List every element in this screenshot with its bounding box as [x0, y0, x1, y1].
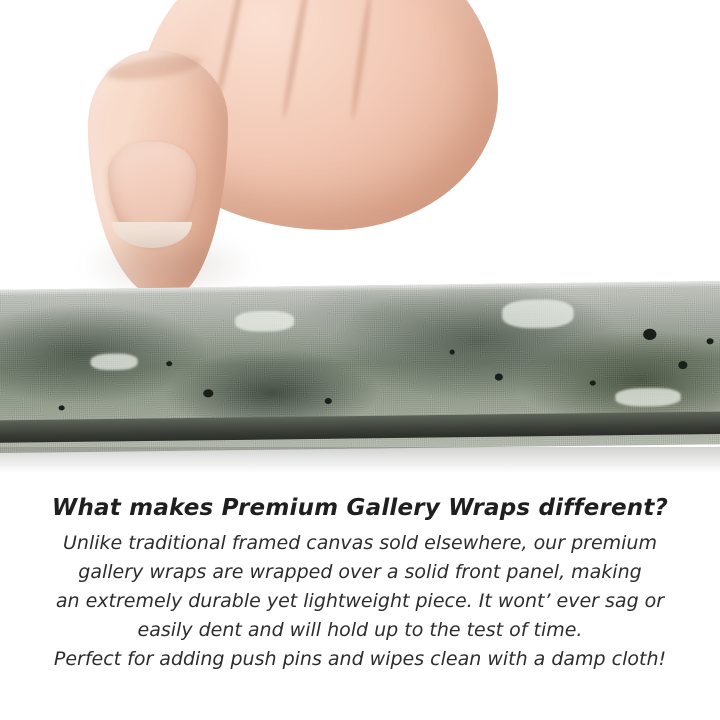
promo-body-line: Perfect for adding push pins and wipes clean with a damp cloth! [53, 648, 667, 670]
canvas-edge-strip [0, 281, 720, 453]
canvas-highlight [615, 388, 680, 407]
canvas-speck [706, 338, 713, 344]
canvas-speck [203, 389, 213, 397]
promo-body-line: Unlike traditional framed canvas sold elsewhere, our premium [63, 532, 657, 554]
canvas-bottom-edge [0, 411, 720, 443]
canvas-speck [59, 405, 65, 410]
promo-body-line: gallery wraps are wrapped over a solid front panel, making [78, 561, 642, 583]
canvas-highlight [502, 299, 574, 328]
canvas-speck [166, 361, 172, 366]
promo-body-line: easily dent and will hold up to the test of time. [137, 619, 583, 641]
canvas-highlight [91, 353, 138, 370]
canvas-highlight [235, 311, 294, 332]
canvas-drop-shadow [0, 447, 720, 473]
promo-text-block [0, 495, 720, 674]
canvas-speck [325, 398, 332, 404]
promo-headline: What makes Premium Gallery Wraps different? [51, 495, 669, 521]
promo-body-line: an extremely durable yet lightweight piece. It wont’ ever sag or [55, 590, 665, 612]
canvas-speck [450, 350, 455, 355]
canvas-speck [590, 380, 596, 385]
canvas-speck [643, 329, 656, 340]
canvas-speck [678, 361, 687, 369]
canvas-speck [495, 373, 503, 380]
